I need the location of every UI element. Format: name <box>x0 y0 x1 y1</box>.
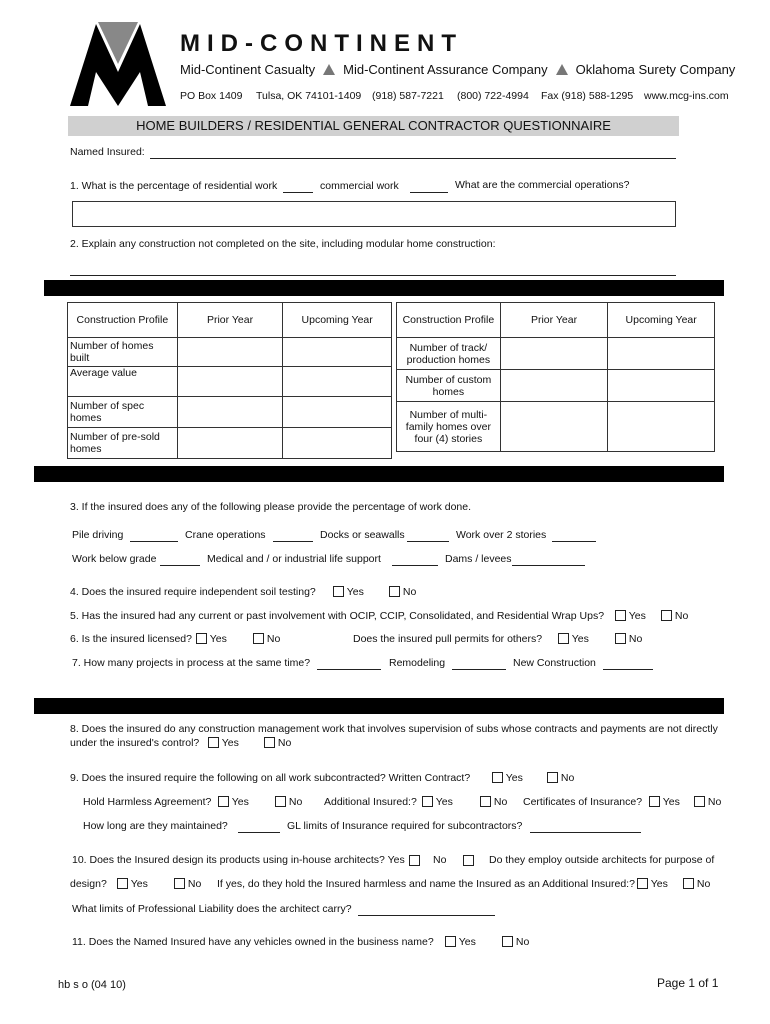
profile-cell[interactable] <box>177 428 283 459</box>
checkbox[interactable] <box>208 737 219 748</box>
triangle-icon <box>556 64 568 75</box>
q9-hold-no-option[interactable]: No <box>275 796 302 808</box>
profile-row-presold-homes: Number of pre-sold homes <box>68 428 178 459</box>
q3-crane-field[interactable] <box>273 541 313 542</box>
profile-row-spec-homes: Number of spec homes <box>68 397 178 428</box>
checkbox[interactable] <box>218 796 229 807</box>
q3-stories-field[interactable] <box>552 541 596 542</box>
q1-residential-field[interactable] <box>283 192 313 193</box>
q6-yes-option[interactable]: Yes <box>196 633 227 645</box>
q8-no-option[interactable]: No <box>264 737 291 749</box>
named-insured-label: Named Insured: <box>70 146 145 158</box>
q3-pile-field[interactable] <box>130 541 178 542</box>
company-logo-icon <box>68 22 168 106</box>
q9-addl-yes-option[interactable]: Yes <box>422 796 453 808</box>
checkbox[interactable] <box>174 878 185 889</box>
q11-yes-option[interactable]: Yes <box>445 936 476 948</box>
company-surety: Oklahoma Surety Company <box>575 62 736 77</box>
profile-cell[interactable] <box>177 367 283 397</box>
brand-name: MID-CONTINENT <box>180 30 463 57</box>
checkbox[interactable] <box>275 796 286 807</box>
q9-hold-label: Hold Harmless Agreement? <box>83 796 212 808</box>
q10-label: 10. Does the Insured design its products using in-house architects? Yes <box>72 854 405 866</box>
contact-phone-tollfree: (800) 722-4994 <box>457 90 529 102</box>
profile-header-upcoming: Upcoming Year <box>283 303 392 338</box>
checkbox[interactable] <box>615 610 626 621</box>
q7-projects-field[interactable] <box>317 669 381 670</box>
q9-contract-yes-option[interactable]: Yes <box>492 772 523 784</box>
q10-inhouse-yes-checkbox[interactable] <box>409 855 420 866</box>
q11-label: 11. Does the Named Insured have any vehicles owned in the business name? <box>72 936 434 948</box>
q6-permits-label: Does the insured pull permits for others? <box>353 633 543 645</box>
checkbox[interactable] <box>694 796 705 807</box>
checkbox[interactable] <box>445 936 456 947</box>
q3-dams-field[interactable] <box>512 565 585 566</box>
q3-label: 3. If the insured does any of the following please provide the percentage of work done. <box>70 501 472 513</box>
contact-fax: Fax (918) 588-1295 <box>541 90 634 102</box>
q4-yes-option[interactable]: Yes <box>333 586 364 598</box>
q3-crane-label: Crane operations <box>185 529 266 541</box>
q1-commercial-field[interactable] <box>410 192 448 193</box>
q6-permits-yes-option[interactable]: Yes <box>558 633 589 645</box>
q1-ops-field[interactable] <box>72 201 676 227</box>
section-divider <box>34 466 724 482</box>
q4-no-option[interactable]: No <box>389 586 416 598</box>
q11-no-option[interactable]: No <box>502 936 529 948</box>
q8-yes-option[interactable]: Yes <box>208 737 239 749</box>
q1-commercial-label: commercial work <box>320 180 399 192</box>
q3-medical-field[interactable] <box>392 565 438 566</box>
contact-po-box: PO Box 1409 <box>180 90 243 102</box>
form-code: hb s o (04 10) <box>58 979 126 991</box>
checkbox[interactable] <box>117 878 128 889</box>
q1-label: 1. What is the percentage of residential work <box>70 180 278 192</box>
q3-docks-field[interactable] <box>407 541 449 542</box>
q5-yes-option[interactable]: Yes <box>615 610 646 622</box>
q7-remodel-label: Remodeling <box>389 657 446 669</box>
q10-design-label: design? <box>70 878 107 890</box>
form-title: HOME BUILDERS / RESIDENTIAL GENERAL CONTRACTOR QUESTIONNAIRE <box>68 116 679 136</box>
profile-header-upcoming: Upcoming Year <box>608 303 715 338</box>
q9-maint-label: How long are they maintained? <box>83 820 228 832</box>
q3-grade-field[interactable] <box>160 565 200 566</box>
checkbox[interactable] <box>683 878 694 889</box>
checkbox[interactable] <box>253 633 264 644</box>
checkbox[interactable] <box>637 878 648 889</box>
q4-label: 4. Does the insured require independent soil testing? <box>70 586 316 598</box>
checkbox[interactable] <box>547 772 558 783</box>
q9-cert-yes-option[interactable]: Yes <box>649 796 680 808</box>
q6-no-option[interactable]: No <box>253 633 280 645</box>
profile-row-multifamily-homes: Number of multi-family homes over four (4) stories <box>397 402 501 452</box>
checkbox[interactable] <box>615 633 626 644</box>
q5-no-option[interactable]: No <box>661 610 688 622</box>
profile-cell[interactable] <box>177 397 283 428</box>
profile-header-prior: Prior Year <box>177 303 283 338</box>
profile-cell[interactable] <box>608 402 715 452</box>
company-casualty: Mid-Continent Casualty <box>180 62 316 77</box>
q9-label: 9. Does the insured require the following on all work subcontracted? Written Contract? <box>70 772 471 784</box>
construction-profile-table-right <box>396 302 715 452</box>
contact-city: Tulsa, OK 74101-1409 <box>256 90 362 102</box>
profile-header-profile: Construction Profile <box>68 303 178 338</box>
profile-cell[interactable] <box>500 370 608 402</box>
profile-cell[interactable] <box>500 338 608 370</box>
checkbox[interactable] <box>389 586 400 597</box>
checkbox[interactable] <box>502 936 513 947</box>
section-divider <box>34 698 724 714</box>
contact-website: www.mcg-ins.com <box>644 90 729 102</box>
q10-inhouse-no-checkbox[interactable] <box>463 855 474 866</box>
q8-label-line2: under the insured's control? <box>70 737 200 749</box>
checkbox[interactable] <box>661 610 672 621</box>
q10-limits-field[interactable] <box>358 915 495 916</box>
q9-contract-no-option[interactable]: No <box>547 772 574 784</box>
profile-cell[interactable] <box>500 402 608 452</box>
q7-new-label: New Construction <box>513 657 596 669</box>
checkbox[interactable] <box>492 772 503 783</box>
named-insured-field[interactable] <box>150 158 676 159</box>
contact-phone-local: (918) 587-7221 <box>372 90 444 102</box>
q9-gl-field[interactable] <box>530 832 641 833</box>
checkbox[interactable] <box>558 633 569 644</box>
q3-dams-label: Dams / levees <box>445 553 512 565</box>
profile-header-profile: Construction Profile <box>397 303 501 338</box>
profile-cell[interactable] <box>177 338 283 367</box>
q9-cert-no-option[interactable]: No <box>694 796 721 808</box>
q10-ifyes-no-option[interactable]: No <box>683 878 710 890</box>
q10-outside-label: Do they employ outside architects for purpose of <box>489 854 715 866</box>
q3-stories-label: Work over 2 stories <box>456 529 547 541</box>
q6-permits-no-option[interactable]: No <box>615 633 642 645</box>
q9-cert-label: Certificates of Insurance? <box>523 796 643 808</box>
profile-cell[interactable] <box>283 397 392 428</box>
profile-cell[interactable] <box>608 370 715 402</box>
checkbox[interactable] <box>422 796 433 807</box>
checkbox[interactable] <box>196 633 207 644</box>
q2-label: 2. Explain any construction not completed on the site, including modular home construction: <box>70 238 496 250</box>
q10-inhouse-no-label: No <box>433 854 447 866</box>
profile-cell[interactable] <box>283 338 392 367</box>
q10-ifyes-yes-option[interactable]: Yes <box>637 878 668 890</box>
q9-hold-yes-option[interactable]: Yes <box>218 796 249 808</box>
profile-cell[interactable] <box>283 367 392 397</box>
q7-label: 7. How many projects in process at the same time? <box>72 657 311 669</box>
q10-outside-yes-option[interactable]: Yes <box>117 878 148 890</box>
company-list <box>180 62 735 77</box>
q7-remodel-field[interactable] <box>452 669 506 670</box>
q3-medical-label: Medical and / or industrial life support <box>207 553 381 565</box>
q7-new-field[interactable] <box>603 669 653 670</box>
checkbox[interactable] <box>480 796 491 807</box>
profile-row-homes-built: Number of homes built <box>68 338 178 367</box>
q9-addl-label: Additional Insured:? <box>324 796 417 808</box>
q10-limits-label: What limits of Professional Liability does the architect carry? <box>72 903 352 915</box>
profile-row-custom-homes: Number of custom homes <box>397 370 501 402</box>
profile-header-prior: Prior Year <box>500 303 608 338</box>
profile-row-average-value: Average value <box>68 367 178 397</box>
page-number: Page 1 of 1 <box>657 976 719 990</box>
q8-label-line1: 8. Does the insured do any construction management work that involves supervision of subs whose contracts and payments are not directly <box>70 723 718 735</box>
q9-addl-no-option[interactable]: No <box>480 796 507 808</box>
company-assurance: Mid-Continent Assurance Company <box>343 62 548 77</box>
triangle-icon <box>323 64 335 75</box>
section-divider <box>44 280 724 296</box>
q10-ifyes-label: If yes, do they hold the Insured harmless and name the Insured as an Additional Insured:? <box>217 878 635 890</box>
q1-ops-label: What are the commercial operations? <box>455 179 630 191</box>
profile-row-track-homes: Number of track/ production homes <box>397 338 501 370</box>
q3-grade-label: Work below grade <box>72 553 157 565</box>
q9-maint-field[interactable] <box>238 832 280 833</box>
checkbox[interactable] <box>264 737 275 748</box>
q3-docks-label: Docks or seawalls <box>320 529 405 541</box>
profile-cell[interactable] <box>283 428 392 459</box>
q9-gl-label: GL limits of Insurance required for subcontractors? <box>287 820 523 832</box>
checkbox[interactable] <box>649 796 660 807</box>
q2-field[interactable] <box>70 275 676 276</box>
profile-cell[interactable] <box>608 338 715 370</box>
q5-label: 5. Has the insured had any current or past involvement with OCIP, CCIP, Consolidated, and Residential Wrap Ups? <box>70 610 605 622</box>
q6-label: 6. Is the insured licensed? <box>70 633 192 645</box>
construction-profile-table-left <box>67 302 392 459</box>
q3-pile-label: Pile driving <box>72 529 124 541</box>
q10-outside-no-option[interactable]: No <box>174 878 201 890</box>
checkbox[interactable] <box>333 586 344 597</box>
